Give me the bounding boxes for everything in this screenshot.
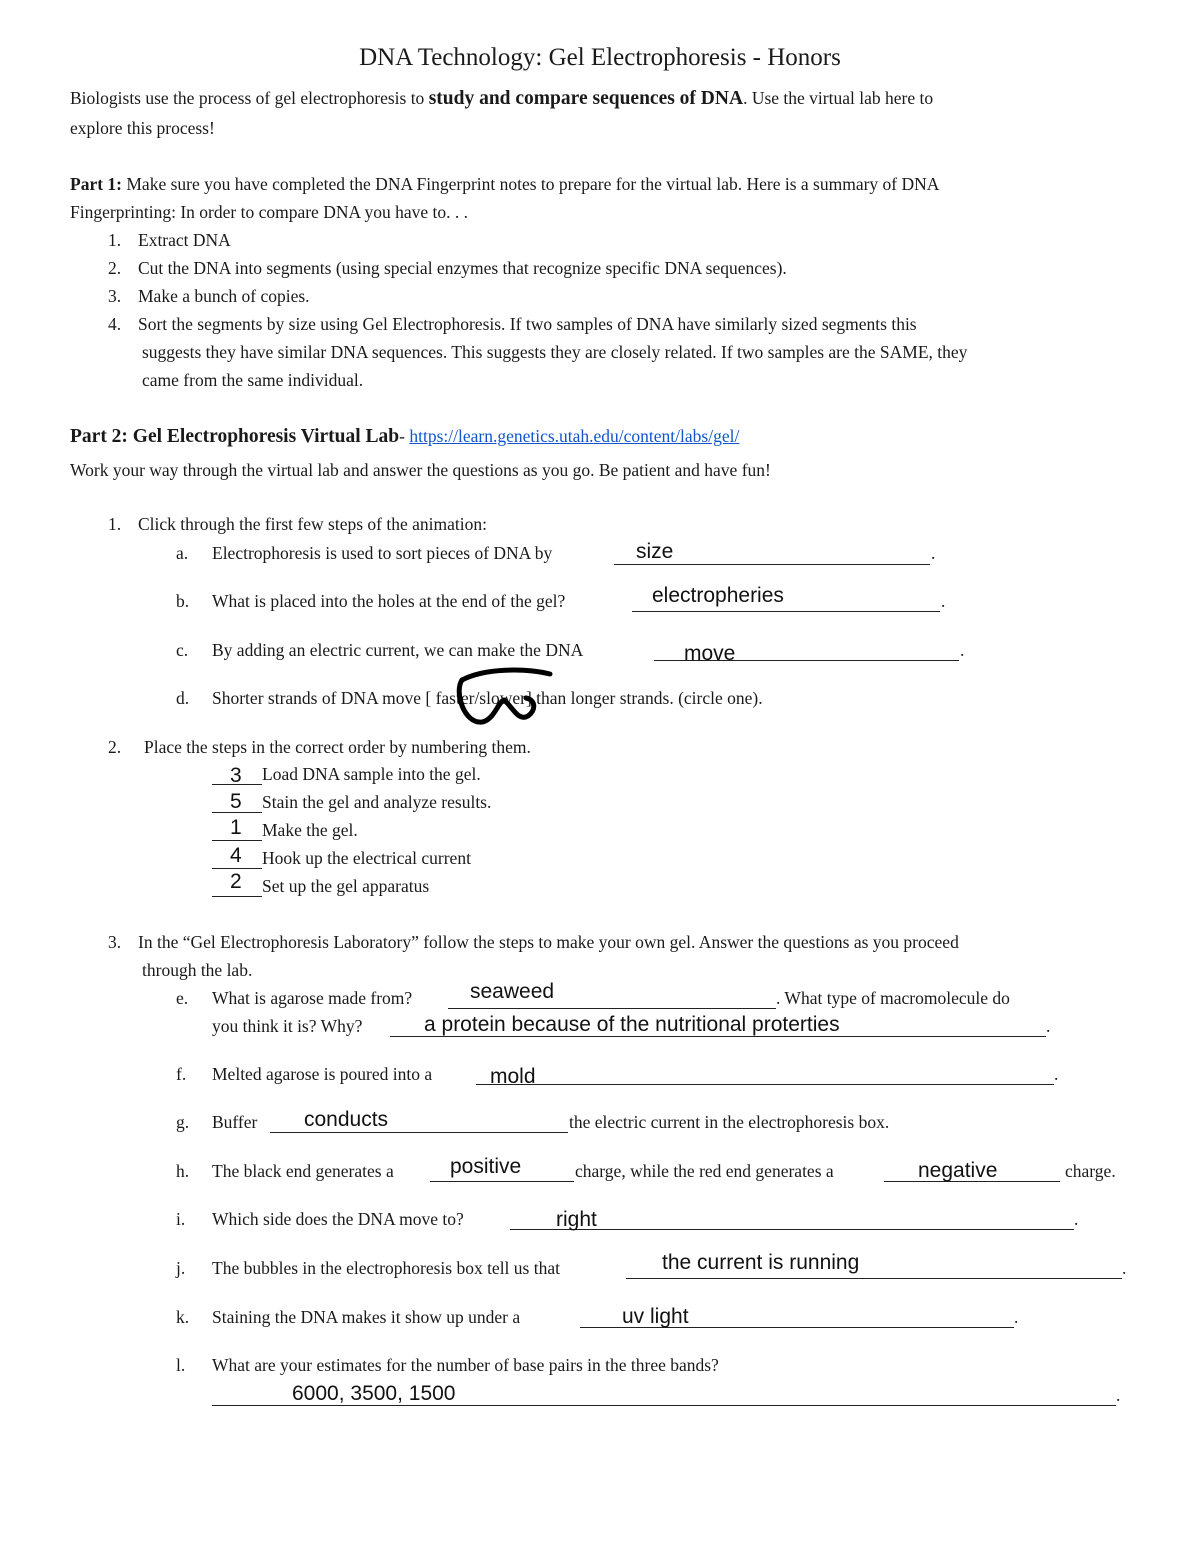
part1-paragraph [70,174,939,195]
intro-line-1 [70,88,933,110]
q3h-text: The black end generates a [212,1161,394,1181]
page-title: DNA Technology: Gel Electrophoresis - Honors [359,44,841,71]
q3j-end: . [1122,1258,1127,1278]
q2-item-1-answer: 3 [230,764,242,787]
q3l-text: What are your estimates for the number of base pairs in the three bands? [212,1355,719,1375]
q2-item-3-answer: 1 [230,816,242,839]
step-text: Cut the DNA into segments (using special enzymes that recognize specific DNA sequences). [138,258,787,278]
q3-text-2: through the lab. [142,960,253,980]
step-number: 4. [108,314,122,334]
intro-line-2: explore this process! [70,118,215,138]
q3-number: 3. [108,932,122,952]
q2-item-4-text: Hook up the electrical current [262,848,471,868]
q1-prompt [108,514,487,535]
q3i-text: Which side does the DNA move to? [212,1209,464,1229]
q1a-letter: a. [176,543,189,563]
part1-text-2: Fingerprinting: In order to compare DNA you have to. . . [70,202,469,222]
part1-step-1 [108,230,231,251]
q3f-answer: mold [490,1065,536,1088]
q3j-text: The bubbles in the electrophoresis box tell us that [212,1258,560,1278]
q2-item-1 [212,764,481,785]
step-number: 1. [108,230,122,250]
q3-text-1: In the “Gel Electrophoresis Laboratory” follow the steps to make your own gel. Answer the questions as you proceed [138,932,959,952]
part1-text-1: Make sure you have completed the DNA Fingerprint notes to prepare for the virtual lab. Here is a summary of DNA [122,174,940,194]
q3k-letter: k. [176,1307,190,1327]
q3g-letter: g. [176,1112,190,1132]
q3h-answer-2: negative [918,1159,998,1182]
q2-text: Place the steps in the correct order by numbering them. [144,737,531,757]
q3-prompt [108,932,959,953]
part2-instructions: Work your way through the virtual lab and answer the questions as you go. Be patient and have fun! [70,460,771,480]
q1c-letter: c. [176,640,189,660]
q3h-end: charge. [1065,1161,1116,1181]
intro-emphasis: study and compare sequences of DNA [428,88,744,109]
step-text: Extract DNA [138,230,231,250]
q1d-text: Shorter strands of DNA move [ faster/slower] than longer strands. (circle one). [212,688,763,708]
q3h-answer: positive [450,1155,522,1178]
part2-heading-line [70,426,739,448]
q1b-end: . [941,591,946,611]
q2-item-5-answer: 2 [230,870,242,893]
q3e-blank-line-1 [448,1008,776,1009]
q3k-answer: uv light [622,1305,689,1328]
q3l-end: . [1116,1385,1121,1405]
q3e-mid: . What type of macromolecule do [776,988,1010,1008]
q1c-text: By adding an electric current, we can make the DNA [212,640,584,660]
q3e-end: . [1046,1016,1051,1036]
q3f-letter: f. [176,1064,187,1084]
part1-step-3 [108,286,310,307]
q3i-answer: right [556,1208,597,1231]
q2-item-2-text: Stain the gel and analyze results. [262,792,492,812]
q2-item-2 [212,792,491,813]
q3j-blank-line [626,1278,1122,1279]
q3e-letter: e. [176,988,189,1008]
q3j-answer: the current is running [662,1251,860,1274]
q2-item-2-answer: 5 [230,790,242,813]
q1b-answer: electropheries [652,584,784,607]
q3f-blank-line [476,1084,1054,1085]
q3g-answer: conducts [304,1108,389,1131]
q3g-text: Buffer [212,1112,258,1132]
part1-step-4-line-3: came from the same individual. [142,370,364,390]
q1a-end: . [931,543,936,563]
part1-step-4 [108,314,917,335]
q1d-letter: d. [176,688,190,708]
q3l-letter: l. [176,1355,186,1375]
step-text: Sort the segments by size using Gel Electrophoresis. If two samples of DNA have similarly sized segments this [138,314,917,334]
step-number: 2. [108,258,122,278]
q1-number: 1. [108,514,122,534]
q3j-letter: j. [176,1258,186,1278]
q1a-blank-line [614,564,930,565]
q3g-blank-line [270,1132,568,1133]
q2-item-5 [212,870,430,897]
q2-item-1-text: Load DNA sample into the gel. [262,764,481,784]
q3f-text: Melted agarose is poured into a [212,1064,433,1084]
q1a-text: Electrophoresis is used to sort pieces of DNA by [212,543,553,563]
faster-circle-mark [440,662,560,732]
virtual-lab-link[interactable]: https://learn.genetics.utah.edu/content/labs/gel/ [409,426,740,446]
q3h-blank-line-1 [430,1181,574,1182]
q3e-answer-2: a protein because of the nutritional proterties [424,1013,840,1036]
q3h-letter: h. [176,1161,190,1181]
step-text: Make a bunch of copies. [138,286,310,306]
q2-item-4-answer: 4 [230,844,242,867]
part1-heading: Part 1: [70,174,122,194]
q3k-end: . [1014,1307,1019,1327]
q1b-letter: b. [176,591,190,611]
q1-text: Click through the first few steps of the animation: [138,514,487,534]
q2-item-3-text: Make the gel. [262,820,358,840]
q2-prompt [108,737,531,758]
q3i-letter: i. [176,1209,186,1229]
part1-step-4-line-2: suggests they have similar DNA sequences. This suggests they are closely related. If two samples are the SAME, they [142,342,968,362]
part1-step-2 [108,258,787,279]
q2-number: 2. [108,737,122,757]
q3h-mid: charge, while the red end generates a [575,1161,834,1181]
q1b-blank-line [632,611,940,612]
q3e-text: What is agarose made from? [212,988,413,1008]
q3g-after: the electric current in the electrophoresis box. [569,1112,890,1132]
intro-text-before: Biologists use the process of gel electrophoresis to [70,88,429,108]
part2-heading: Part 2: Gel Electrophoresis Virtual Lab [70,426,400,447]
q3i-end: . [1074,1209,1079,1229]
q3e-text-2: you think it is? Why? [212,1016,363,1036]
q1b-text: What is placed into the holes at the end of the gel? [212,591,566,611]
q2-item-3 [212,816,358,841]
q1c-answer: move [684,642,736,665]
q1a-answer: size [636,540,674,563]
q3k-text: Staining the DNA makes it show up under a [212,1307,521,1327]
q3f-end: . [1054,1064,1059,1084]
step-number: 3. [108,286,122,306]
part2-dash: - [399,426,410,446]
q2-item-5-text: Set up the gel apparatus [262,876,430,896]
intro-text-after: . Use the virtual lab here to [743,88,934,108]
q2-item-4 [212,844,471,869]
q3l-answer: 6000, 3500, 1500 [292,1382,456,1405]
q3e-answer: seaweed [470,980,555,1003]
q1c-end: . [960,640,965,660]
